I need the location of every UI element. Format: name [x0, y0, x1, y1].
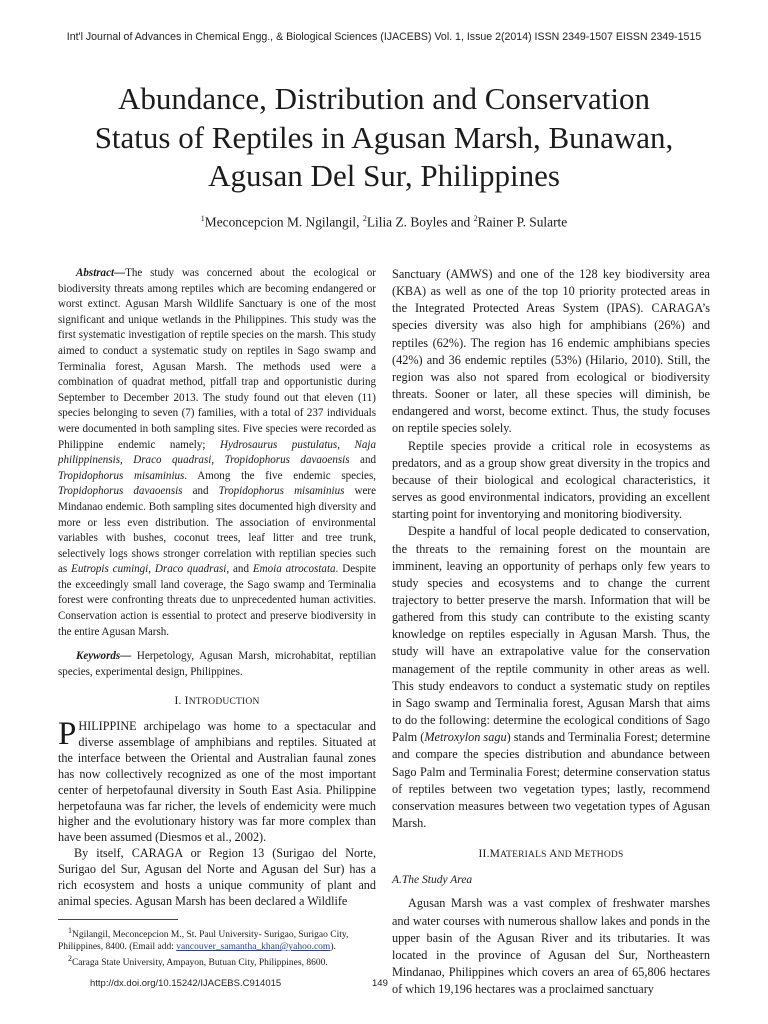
affiliation-marker: 1 [200, 214, 205, 223]
species-name: Eutropis cumingi [71, 563, 149, 576]
subsection-heading: A.The Study Area [392, 874, 473, 887]
section-heading-text: I [184, 695, 189, 708]
keywords [58, 649, 376, 680]
abstract-text: . Despite the exceedingly small land coverage, the Sago swamp and Terminalia forest were confronting threats due to unprecedented human activities. Conservation action is essential to protect and preserve biodiversity in the entire Agusan Marsh. [58, 563, 376, 638]
species-name: Hydrosaurus pustulatus, Naja philippinensis, Draco quadrasi, Tropidophorus davaoensis [58, 438, 376, 467]
species-name: Emoia atrocostata [252, 563, 336, 576]
intro-paragraph: By itself, CARAGA or Region 13 (Surigao del Norte, Surigao del Sur, Agusan del Norte and Agusan del Sur) has a rich ecosystem and hosts a unique community of plant and animal species. Agusan Marsh has been declared a Wildlife [58, 846, 376, 908]
species-name: Tropidophorus misaminius [58, 469, 185, 482]
footnote-text: Caraga State University, Ampayon, Butuan City, Philippines, 8600. [71, 958, 328, 969]
footnote [58, 953, 376, 969]
abstract-text: . Among the five endemic species, [184, 469, 376, 482]
body-paragraph [392, 523, 710, 832]
abstract-text: and [229, 563, 253, 576]
paper-title [60, 80, 708, 196]
title-line: Status of Reptiles in Agusan Marsh, Bunawan, [94, 119, 674, 155]
intro-paragraph [58, 716, 376, 846]
footnote-marker: 2 [68, 954, 72, 964]
footnote-text: ). [330, 942, 336, 953]
abstract-text: The study was concerned about the ecological or biodiversity threats among reptiles which are becoming endangered or worst extinct. Agusan Marsh Wildlife Sanctuary is one of the most significant and unique wetlands in the Philippines. This study was the first systematic investigation of reptile species on the marsh. This study aimed to conduct a systematic study on reptiles in Sago swamp and Terminalia forest, Agusan Marsh. The methods used were a combination of quadrat method, pitfall trap and opportunistic during September to December 2013. The study found out that eleven (11) species belonging to seven (7) families, with a total of 237 individuals were documented in both sampling sites. Five species were recorded as Philippine endemic namely; [58, 267, 376, 451]
section-number: I. [174, 695, 185, 708]
email-link[interactable]: vancouver_samantha_khan@yahoo.com [176, 942, 331, 953]
abstract-text: , [148, 563, 155, 576]
section-heading-text: M [574, 848, 585, 861]
species-name: Metroxylon sagu [424, 730, 507, 745]
abstract-text: and [349, 454, 376, 467]
section-heading-text: M [489, 848, 501, 861]
author-list [0, 214, 768, 230]
body-paragraph: Reptile species provide a critical role in ecosystems as predators, and as a group show great diversity in the tropics and because of their biological and ecological characteristics, it serves as good environmental indicators, providing an excellent starting point for inventorying and monitoring biodiversity. [392, 438, 710, 522]
doi-link[interactable]: http://dx.doi.org/10.15242/IJACEBS.C914015 [90, 978, 282, 989]
section-heading-methods [392, 846, 710, 864]
footnote-text: Ngilangil, Meconcepcion M., St. Paul University- Surigao, Surigao City, Philippines, 8400. (Email add: [58, 930, 349, 953]
section-heading-text: NTRODUCTION [188, 697, 260, 708]
body-paragraph: Sanctuary (AMWS) and one of the 128 key biodiversity area (KBA) as well as one of the top 10 priority protected areas in the Integrated Protected Areas System (IPAS). CARAGA’s species diversity was also high for amphibians (26%) and reptiles (62%). The region has 16 endemic amphibians species (42%) and 36 endemic reptiles (53%) (Hilario, 2010). Still, the region was also not spared from ecological or biodiversity threats. Sooner or later, all these species will diminish, be endangered and worst, become extinct. Thus, the study focuses on reptile species solely. [392, 267, 710, 436]
keywords-label: Keywords— [76, 650, 132, 663]
abstract-text: were Mindanao endemic. Both sampling sites documented high diversity and more or less even distribution. The association of environmental variables with bushes, coconut trees, leaf litter and tree trunk, selectively logs shows stronger correlation with reptilian species such as [58, 485, 376, 576]
paragraph-text: Despite a handful of local people dedicated to conservation, the threats to the remaining forest on the mountain are imminent, leaving an opportunity of perhaps only few years to study species and ecosystems and to change the current trajectory to better preserve the marsh. Information that will be gathered from this study can contribute to the existing scanty knowledge on reptiles especially in Agusan Marsh. Thus, the study will have an extrapolative value for the conservation management of the reptile community in other areas as well. This study endeavors to conduct a systematic study on reptiles in Sago swamp and Terminalia forest, Agusan Marsh that aims to do the following: determine the ecological conditions of Sago Palm ( [392, 524, 710, 745]
species-name: Tropidophorus davaoensis [58, 485, 183, 498]
section-heading-text: ETHODS [584, 850, 624, 861]
body-paragraph: Agusan Marsh was a vast complex of freshwater marshes and water courses with numerous shallow lakes and ponds in the upper basin of the Agusan River and its tributaries. It was located in the province of Agusan del Sur, Northeastern Mindanao, Philippines which covers an area of 65,806 hectares of which 19,196 hectares was a proclaimed sanctuary [392, 896, 710, 997]
footnote-marker: 1 [68, 926, 72, 935]
paragraph-text: ) stands and Terminalia Forest; determine and compare the species distribution and abundance between Sago Palm and Terminalia Forest; determine conservation status of reptiles between two vegetation types; lastly, recommend conservation measures between two vegetation types of Agusan Marsh. [392, 730, 711, 830]
affiliation-marker: 2 [473, 214, 478, 223]
author-name: Lilia Z. Boyles and [366, 214, 474, 230]
species-name: Draco quadrasi, [154, 563, 230, 576]
keywords-text: Herpetology, Agusan Marsh, microhabitat, reptilian species, experimental design, Philippines. [58, 650, 376, 678]
section-heading-introduction [58, 694, 376, 711]
left-column [58, 266, 376, 910]
title-line: Agusan Del Sur, Philippines [208, 158, 560, 193]
drop-cap: P [58, 716, 77, 753]
footnote-rule [58, 919, 178, 920]
abstract [58, 266, 376, 640]
page-number: 149 [372, 978, 388, 989]
section-heading-text: A [549, 848, 558, 861]
section-heading-text: ND [557, 850, 575, 861]
section-heading-text: ATERIALS [500, 850, 550, 861]
species-name: Tropidophorus misaminius [218, 485, 345, 498]
abstract-label: Abstract— [76, 267, 126, 279]
section-number: II. [478, 848, 490, 861]
footnotes [58, 919, 376, 969]
affiliation-marker: 2 [362, 214, 367, 223]
footnote [58, 925, 376, 953]
title-line: Abundance, Distribution and Conservation [117, 81, 651, 116]
right-column [392, 266, 710, 998]
author-name: Rainer P. Sularte [477, 214, 568, 230]
abstract-text: and [182, 485, 219, 498]
author-name: Meconcepcion M. Ngilangil, [204, 214, 363, 230]
paragraph-text: HILIPPINE archipelago was home to a spectacular and diverse assemblage of amphibians and reptiles. Situated at the interface between the Oriental and Australian faunal zones has now collectively recognized as one of the most important center of herpetofaunal diversity in South East Asia. Philippine herpetofauna was far richer, the levels of endemicity were much higher and the evolutionary history was far more complex than have been assumed (Diesmos et al., 2002). [58, 719, 376, 845]
journal-header: Int'l Journal of Advances in Chemical Engg., & Biological Sciences (IJACEBS) Vol. 1, Issue 2(2014) ISSN 2349-1507 EISSN 2349-1515 [66, 31, 702, 43]
